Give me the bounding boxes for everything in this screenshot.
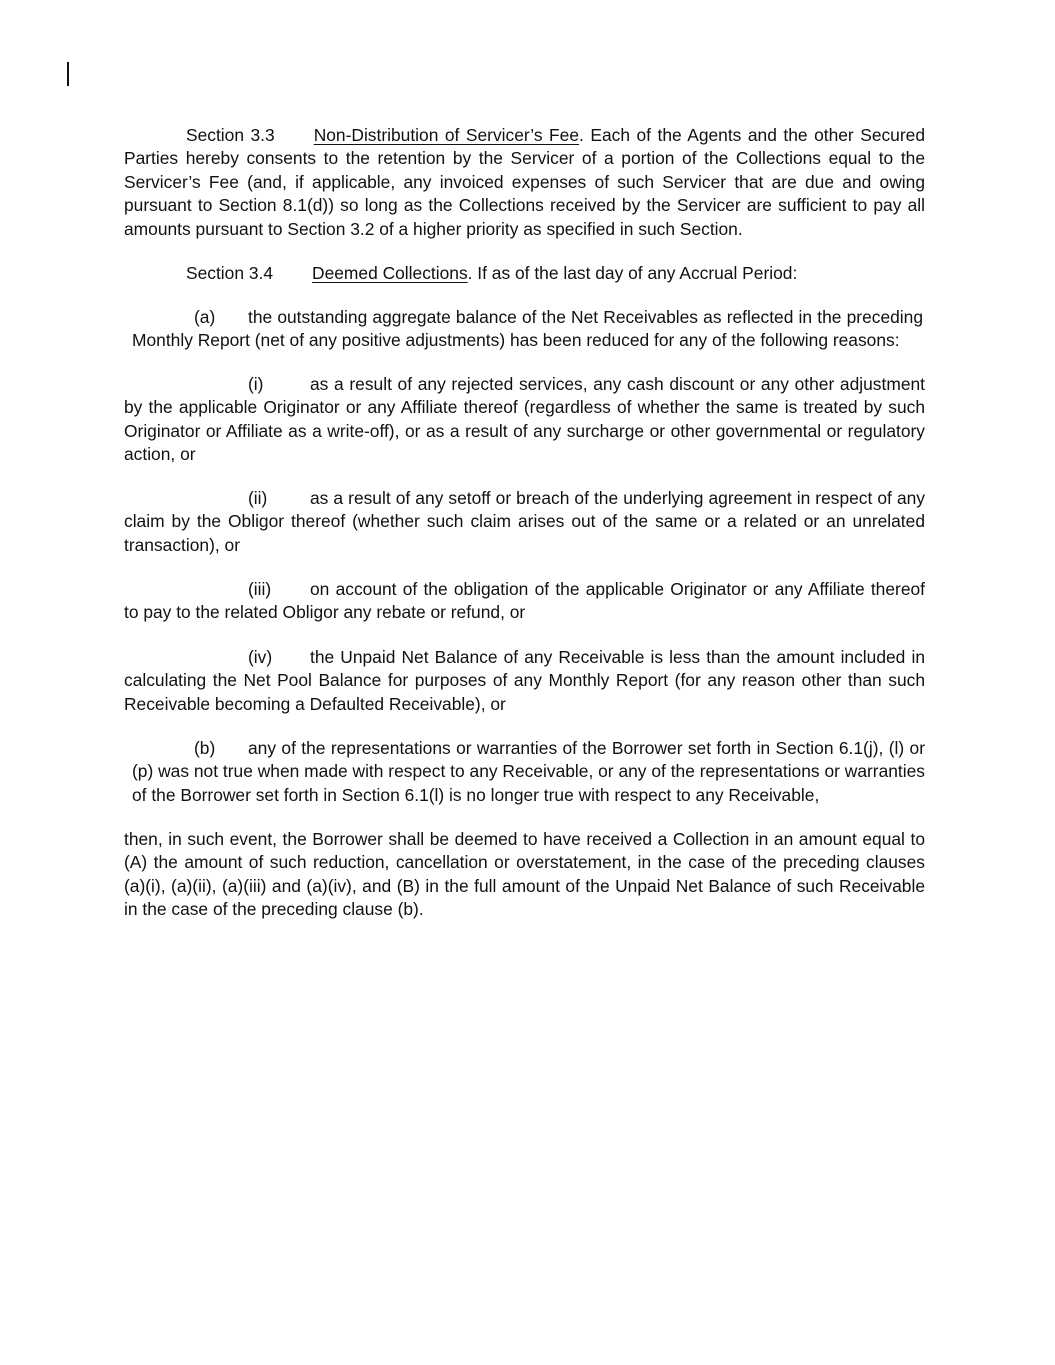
conclusion-paragraph	[124, 828, 925, 922]
subclause-iii-text	[124, 578, 925, 625]
subclause-iii-body: on account of the obligation of the applicable Originator or any Affiliate thereof to pay to the related Obligor any rebate or refund, or	[124, 579, 925, 623]
clause-a-label: (a)	[194, 307, 216, 327]
subclause-ii-label: (ii)	[248, 488, 268, 508]
section-3-4-title: Deemed Collections	[312, 263, 468, 283]
section-3-3-number: Section 3.3	[186, 125, 275, 145]
subclause-iv-body: the Unpaid Net Balance of any Receivable is less than the amount included in calculating the Net Pool Balance for purposes of any Monthly Report (for any reason other than such Receivable becoming a Defaulted Receivable), or	[124, 647, 925, 714]
conclusion-body: then, in such event, the Borrower shall be deemed to have received a Collection in an amount equal to (A) the amount of such reduction, cancellation or overstatement, in the case of the preceding clauses (a)(i), (a)(ii), (a)(iii) and (a)(iv), and (B) in the full amount of the Unpaid Net Balance of such Receivable in the case of the preceding clause (b).	[124, 829, 925, 920]
text-cursor-bar	[67, 62, 69, 86]
clause-a-body: the outstanding aggregate balance of the Net Receivables as reflected in the preceding Monthly Report (net of any positive adjustments) has been reduced for any of the following reasons:	[132, 307, 923, 351]
subclause-iv-label: (iv)	[248, 647, 273, 667]
section-3-3-body: . Each of the Agents and the other Secured Parties hereby consents to the retention by the Servicer of a portion of the Collections equal to the Servicer’s Fee (and, if applicable, any invoiced expenses of such Servicer that are due and owing pursuant to Section 8.1(d)) so long as the Collections received by the Servicer are sufficient to pay all amounts pursuant to Section 3.2 of a higher priority as specified in such Section.	[124, 125, 925, 239]
section-3-4-number: Section 3.4	[186, 263, 274, 283]
subclause-ii-text	[124, 487, 925, 557]
section-3-3-paragraph	[124, 124, 925, 241]
section-3-4-body: . If as of the last day of any Accrual Period:	[467, 263, 798, 283]
subclause-i-label: (i)	[248, 374, 264, 394]
subclause-iii-label: (iii)	[248, 579, 272, 599]
section-3-4-paragraph	[186, 262, 797, 285]
subclause-ii-body: as a result of any setoff or breach of the underlying agreement in respect of any claim by the Obligor thereof (whether such claim arises out of the same or a related or an unrelated transaction), or	[124, 488, 925, 555]
section-3-3-title: Non-Distribution of Servicer’s Fee	[313, 125, 580, 145]
clause-a-text	[132, 306, 923, 353]
subclause-i-text	[124, 373, 925, 467]
subclause-i-body: as a result of any rejected services, any cash discount or any other adjustment by the applicable Originator or any Affiliate thereof (regardless of whether the same is treated by such Originator or Affiliate as a write-off), or as a result of any surcharge or other governmental or regulatory action, or	[124, 374, 925, 465]
clause-b-text	[132, 737, 925, 807]
clause-b-label: (b)	[194, 738, 216, 758]
clause-b-body: any of the representations or warranties of the Borrower set forth in Section 6.1(j), (l) or (p) was not true when made with respect to any Receivable, or any of the representations or warranties of the Borrower set forth in Section 6.1(l) is no longer true with respect to any Receivable,	[132, 738, 925, 805]
subclause-iv-text	[124, 646, 925, 716]
